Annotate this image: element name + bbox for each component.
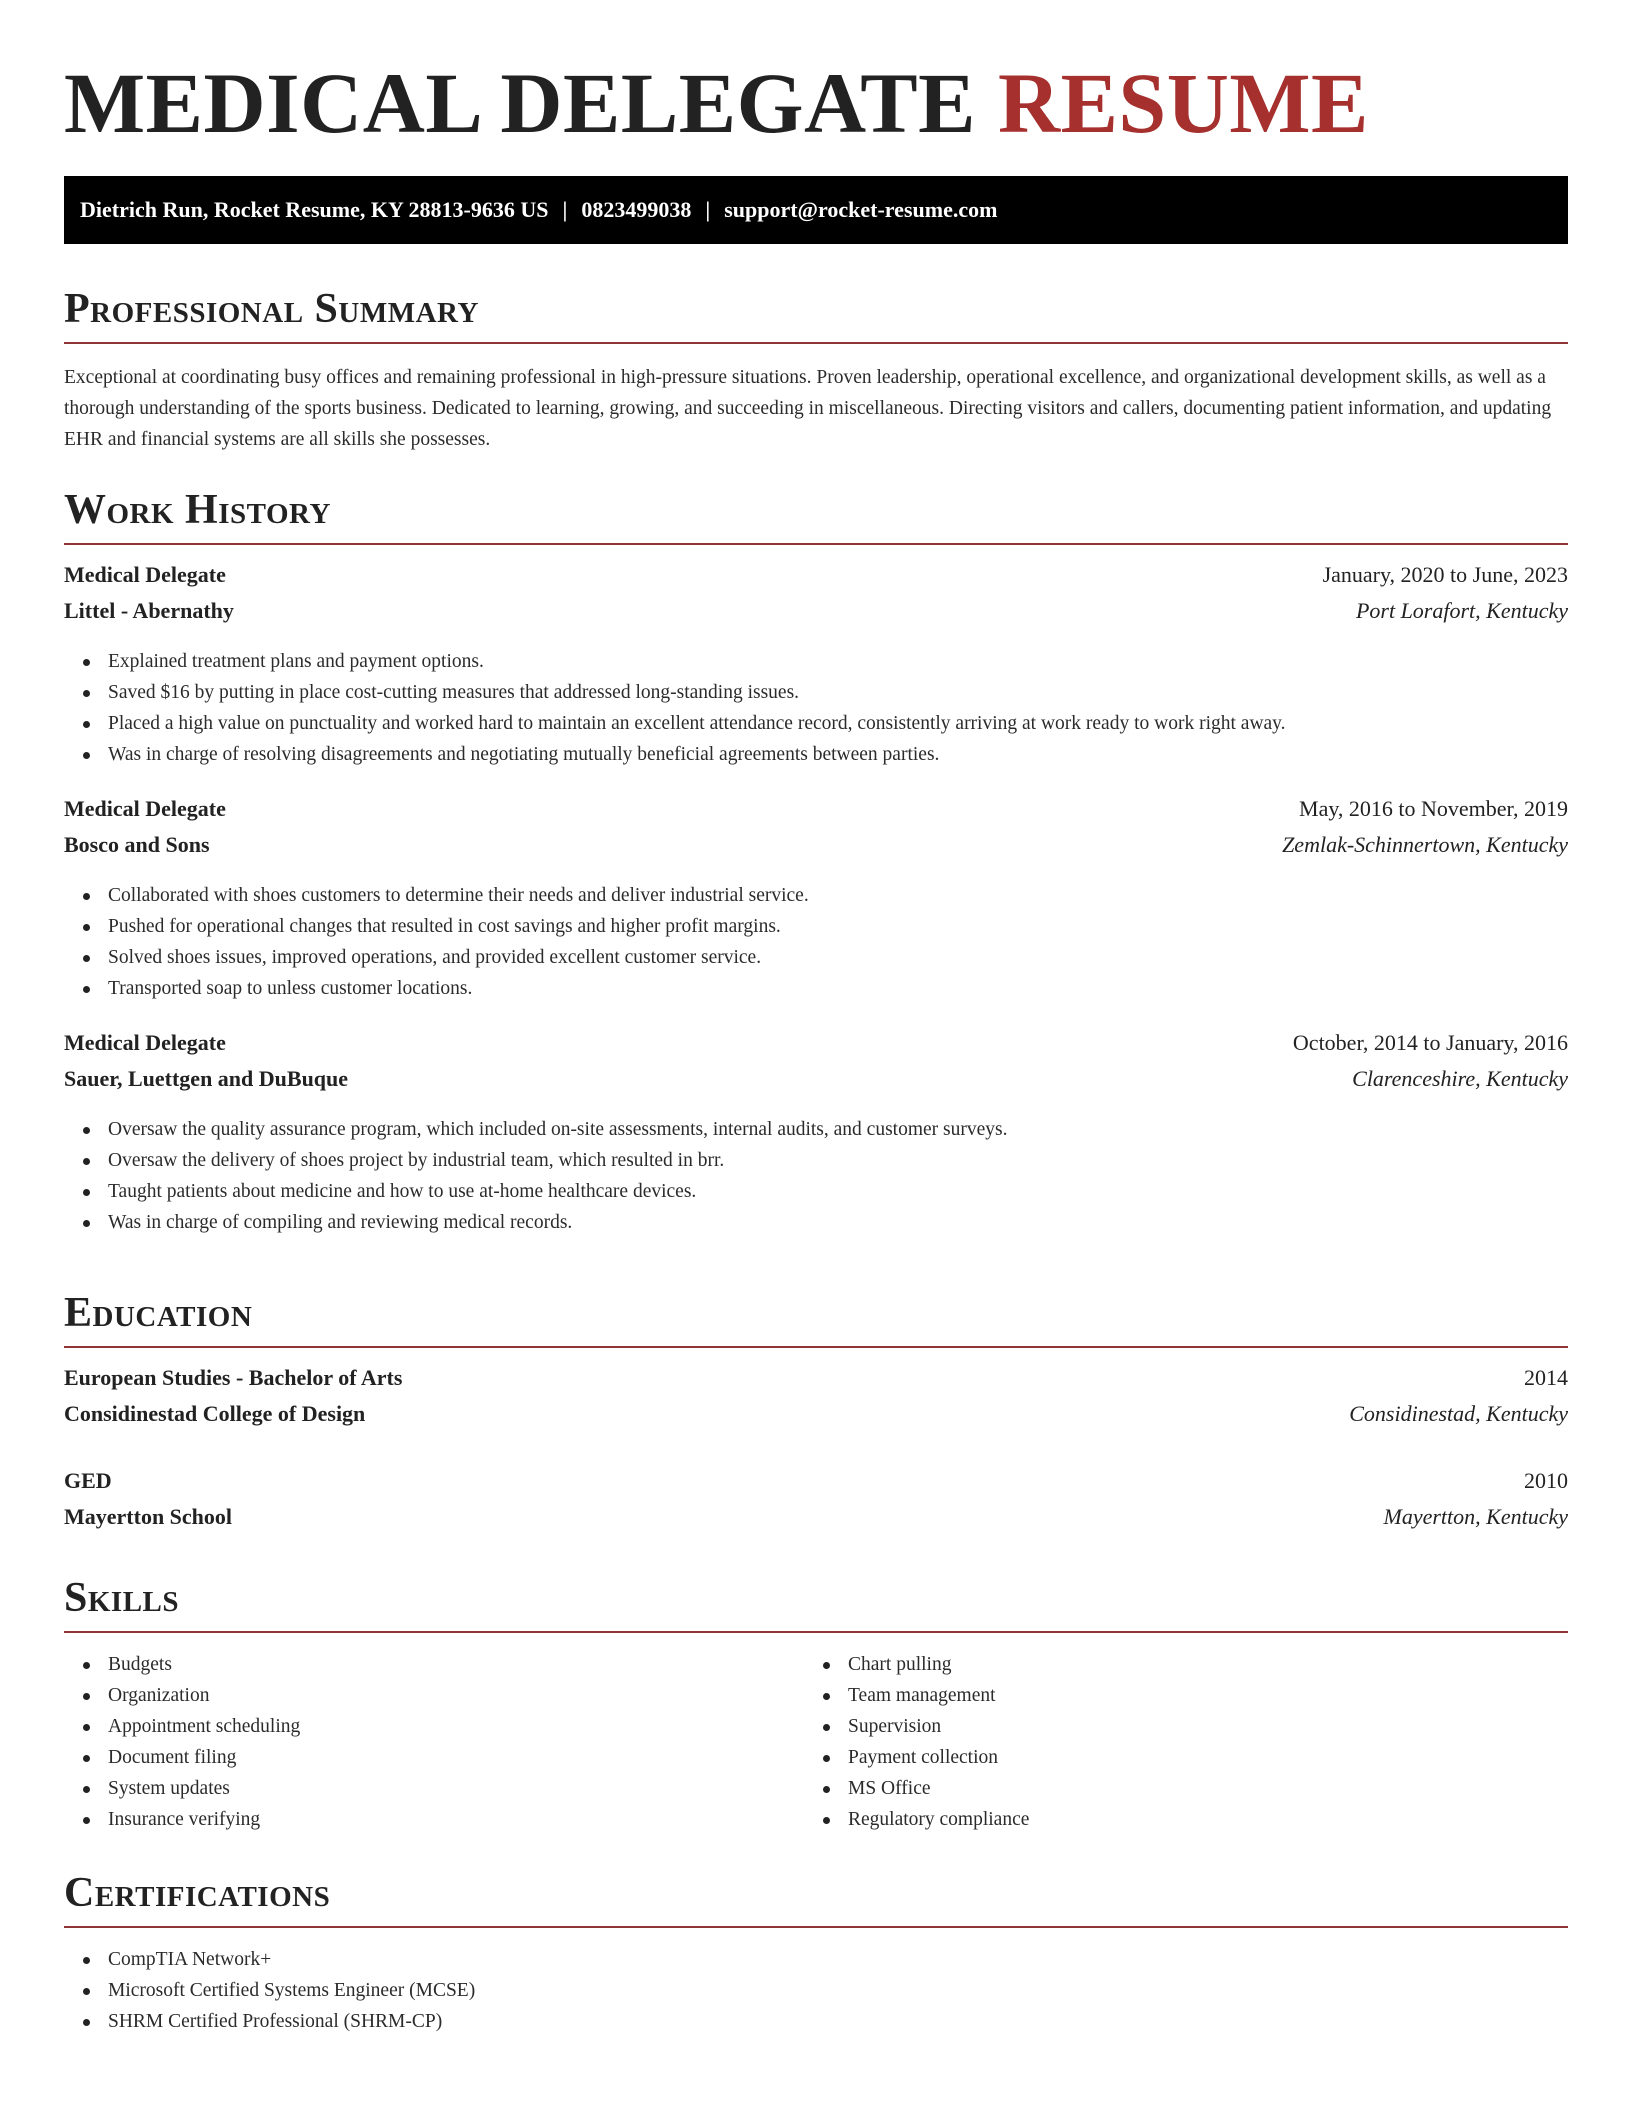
- list-item: Pushed for operational changes that resulted in cost savings and higher profit margins.: [64, 911, 1568, 942]
- list-item: Was in charge of resolving disagreements and negotiating mutually beneficial agreements between parties.: [64, 739, 1568, 770]
- section-divider: [64, 543, 1568, 545]
- contact-address: Dietrich Run, Rocket Resume, KY 28813-9636 US: [80, 197, 549, 222]
- job-dates: May, 2016 to November, 2019: [1299, 796, 1568, 821]
- list-item: MS Office: [804, 1773, 1544, 1804]
- job-company: Sauer, Luettgen and DuBuque: [64, 1066, 349, 1091]
- job-duties-list: [64, 1114, 1568, 1238]
- list-item: Supervision: [804, 1711, 1544, 1742]
- list-item: Oversaw the quality assurance program, which included on-site assessments, internal audits, and customer surveys.: [64, 1114, 1568, 1145]
- education-school: Mayertton School: [64, 1504, 233, 1529]
- certifications-section: [64, 1870, 1568, 2037]
- job-header-row: [64, 1030, 1568, 1066]
- education-section: [64, 1290, 1568, 1540]
- section-heading-certifications: Certifications: [64, 1870, 331, 1916]
- list-item: Regulatory compliance: [804, 1804, 1544, 1835]
- list-item: Transported soap to unless customer locations.: [64, 973, 1568, 1004]
- skills-list-right: [804, 1649, 1544, 1835]
- list-item: SHRM Certified Professional (SHRM-CP): [64, 2006, 1568, 2037]
- job-duties-list: [64, 646, 1568, 770]
- skills-list-left: [64, 1649, 804, 1835]
- list-item: Payment collection: [804, 1742, 1544, 1773]
- education-school-row: [64, 1401, 1568, 1437]
- education-school: Considinestad College of Design: [64, 1401, 366, 1426]
- list-item: System updates: [64, 1773, 804, 1804]
- section-heading-skills: Skills: [64, 1575, 180, 1621]
- education-school-row: [64, 1504, 1568, 1540]
- list-item: Organization: [64, 1680, 804, 1711]
- job-location: Clarenceshire, Kentucky: [1352, 1066, 1568, 1091]
- summary-text: Exceptional at coordinating busy offices and remaining professional in high-pressure situations. Proven leadership, operational excellence, and organizational development skills, as well as a thorough understanding of the sports business. Dedicated to learning, growing, and succeeding in miscellaneous. Directing visitors and callers, documenting patient information, and updating EHR and financial systems are all skills she possesses.: [64, 367, 1552, 450]
- contact-email[interactable]: support@rocket-resume.com: [724, 197, 998, 222]
- certifications-list: [64, 1944, 1568, 2037]
- skills-columns: [64, 1649, 1568, 1835]
- job-company: Littel - Abernathy: [64, 598, 234, 623]
- list-item: Document filing: [64, 1742, 804, 1773]
- job-company-row: [64, 832, 1568, 868]
- section-divider: [64, 1926, 1568, 1928]
- list-item: Oversaw the delivery of shoes project by industrial team, which resulted in brr.: [64, 1145, 1568, 1176]
- job-location: Port Lorafort, Kentucky: [1355, 598, 1568, 623]
- section-divider: [64, 1631, 1568, 1633]
- job-title: Medical Delegate: [64, 1030, 226, 1055]
- resume-title: [64, 55, 1369, 151]
- education-location: Mayertton, Kentucky: [1383, 1504, 1568, 1529]
- job-dates: October, 2014 to January, 2016: [1292, 1030, 1568, 1055]
- section-heading-education: Education: [64, 1290, 253, 1336]
- list-item: Placed a high value on punctuality and worked hard to maintain an excellent attendance record, consistently arriving at work ready to work right away.: [64, 708, 1568, 739]
- job-entry: [64, 1030, 1568, 1238]
- education-degree-row: [64, 1468, 1568, 1504]
- list-item: Chart pulling: [804, 1649, 1544, 1680]
- section-divider: [64, 342, 1568, 344]
- title-accent: RESUME: [997, 55, 1369, 151]
- list-item: Collaborated with shoes customers to determine their needs and deliver industrial service.: [64, 880, 1568, 911]
- list-item: Solved shoes issues, improved operations, and provided excellent customer service.: [64, 942, 1568, 973]
- work-history-section: [64, 487, 1568, 1238]
- education-location: Considinestad, Kentucky: [1349, 1401, 1568, 1426]
- list-item: Microsoft Certified Systems Engineer (MCSE): [64, 1975, 1568, 2006]
- section-heading-work-history: Work History: [64, 487, 331, 533]
- job-company-row: [64, 598, 1568, 634]
- job-location: Zemlak-Schinnertown, Kentucky: [1282, 832, 1568, 857]
- list-item: CompTIA Network+: [64, 1944, 1568, 1975]
- job-dates: January, 2020 to June, 2023: [1322, 562, 1568, 587]
- job-title: Medical Delegate: [64, 562, 226, 587]
- section-heading-summary: Professional Summary: [64, 286, 479, 332]
- list-item: Taught patients about medicine and how to use at-home healthcare devices.: [64, 1176, 1568, 1207]
- list-item: Team management: [804, 1680, 1544, 1711]
- list-item: Budgets: [64, 1649, 804, 1680]
- job-company: Bosco and Sons: [64, 832, 210, 857]
- job-entry: [64, 796, 1568, 1004]
- skills-section: [64, 1575, 1568, 1835]
- section-divider: [64, 1346, 1568, 1348]
- contact-phone: 0823499038: [581, 197, 692, 222]
- job-header-row: [64, 562, 1568, 598]
- list-item: Appointment scheduling: [64, 1711, 804, 1742]
- job-entry: [64, 562, 1568, 770]
- job-duties-list: [64, 880, 1568, 1004]
- education-degree: European Studies - Bachelor of Arts: [64, 1365, 403, 1390]
- education-degree: GED: [64, 1468, 112, 1493]
- education-year: 2010: [1524, 1468, 1568, 1493]
- education-degree-row: [64, 1365, 1568, 1401]
- job-header-row: [64, 796, 1568, 832]
- contact-separator: |: [705, 197, 711, 222]
- job-company-row: [64, 1066, 1568, 1102]
- list-item: Was in charge of compiling and reviewing medical records.: [64, 1207, 1568, 1238]
- education-entry: [64, 1468, 1568, 1540]
- contact-bar: [64, 176, 1568, 244]
- contact-separator: |: [562, 197, 568, 222]
- list-item: Explained treatment plans and payment options.: [64, 646, 1568, 677]
- job-title: Medical Delegate: [64, 796, 226, 821]
- education-entry: [64, 1365, 1568, 1437]
- list-item: Insurance verifying: [64, 1804, 804, 1835]
- summary-section: [64, 286, 1568, 455]
- education-year: 2014: [1524, 1365, 1568, 1390]
- title-main: MEDICAL DELEGATE: [64, 55, 976, 151]
- list-item: Saved $16 by putting in place cost-cutting measures that addressed long-standing issues.: [64, 677, 1568, 708]
